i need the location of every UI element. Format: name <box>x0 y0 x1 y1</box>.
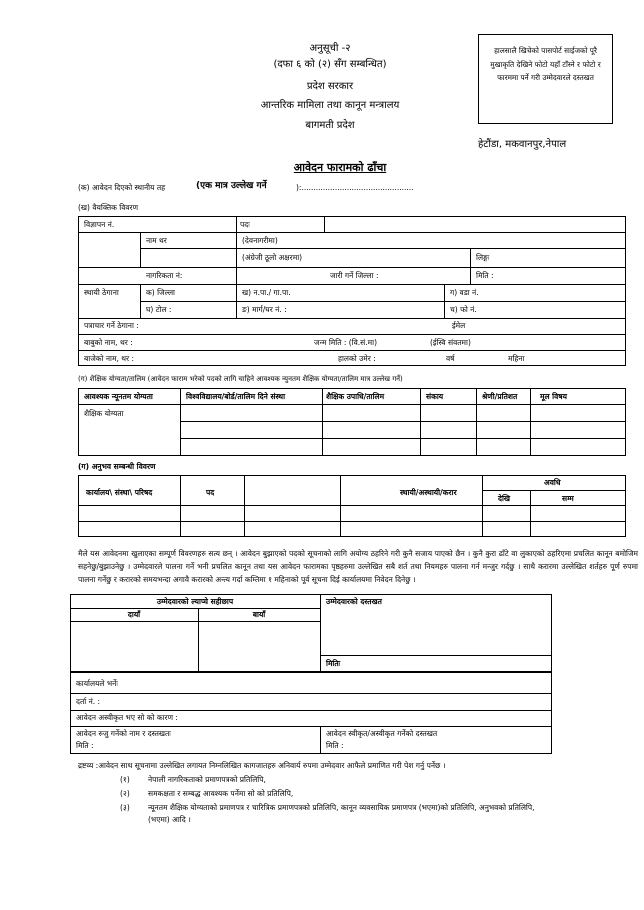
form-title: आवेदन फारामको ढाँचा <box>293 161 387 174</box>
declaration-text: मैले यस आवेदनमा खुलाएका सम्पूर्ण विवरणहरु सत्य छन् । आवेदन बुझाएको पदको सूचनाको लागि अयोग्य ठहरिने गरी कुनै सजाय पाएको छैन । कुनै कुरा ढाँटे वा लुकाएको ठहरिएमा प्रचलित कानून बमोजिम सहनेछु/बुझाउनेछु । उम्मेदवारले पालना गर्ने भनी प्रचलित कानून तथा यस आवेदन फारामका पृष्ठहरुमा उल्लेखित सबै शर्त तथा नियमहरु पालना गर्न मन्जुर गर्दछु । साथै करारमा उल्लेखित शर्तहरु पूर्ण रुपमा पालना गर्नेछु र करारको समयभन्दा अगावै करारको अन्त्य गर्दा कम्तिमा १ महिनाको पूर्व सूचना दिई कार्यालयमा निवेदन दिनेछु । <box>78 549 638 584</box>
exp-header-office: कार्यालय\ संस्था\ परिषद <box>86 488 153 497</box>
ministry-name: आन्तरिक मामिला तथा कानून मन्त्रालय <box>260 100 400 111</box>
experience-title: (ग) अनुभव सम्बन्धी विवरण <box>78 462 156 471</box>
footnote-item-3-num: (३) <box>120 803 130 812</box>
local-level-field[interactable]: ):............................................... <box>296 183 414 192</box>
marg-label: ङ) मार्ग/घर नं. : <box>242 305 287 314</box>
exp-header-period: अवधि <box>544 478 561 487</box>
months-label: महिना <box>508 354 525 363</box>
footnote-item-2-num: (२) <box>120 789 130 798</box>
footnote-item-1-text: नेपाली नागरिकताको प्रमाणपत्रको प्रतिलिपि, <box>148 775 266 784</box>
gender-label: लिङ्गः <box>476 253 490 262</box>
personal-details-label: (ख) वैयक्तिक विवरण <box>78 203 139 212</box>
local-level-emphasis: (एक मात्र उल्लेख गर्ने <box>196 181 267 191</box>
footnote-item-3-text: न्यूनतम शैक्षिक योग्यताको प्रमाणपत्र र चारित्रिक प्रमाणपत्रको प्रतिलिपि, कानून व्यवसायिक प्रमाणपत्र (भएमा)को प्रतिलिपि, अनुभवको प्रतिलिपि,(भएमा) आदि । <box>148 803 535 824</box>
exp-header-to: सम्म <box>562 494 574 503</box>
post-label: पदः <box>240 220 250 229</box>
signature-table <box>70 594 552 672</box>
footnote-item-2-text: समकक्षता र सम्बद्ध आवश्यक पर्नेमा सो को प्रतिलिपि, <box>148 789 294 798</box>
exp-header-from: देखि <box>498 494 511 503</box>
edu-header-institution: विश्वविद्यालय/बोर्ड/तालिम दिने संस्था <box>186 392 286 401</box>
footnote-intro: द्रष्टव्य :आवेदन साथ सूचनामा उल्लेखित लगायत निम्नलिखित कागजातहरु अनिवार्य रुपमा उम्मेदवार आफैले प्रमाणित गरी पेश गर्नु पर्नेछ । <box>78 761 446 770</box>
dob-ad-label: (ईस्वि संवतमा) <box>430 338 471 347</box>
footnote-item-1-num: (१) <box>120 775 130 784</box>
advert-no-label: विज्ञापन नं. <box>84 220 115 229</box>
reject-reason-label: आवेदन अस्वीकृत भए सो को कारण : <box>76 713 178 722</box>
citizenship-no-label: नागरिकता नं: <box>146 271 183 280</box>
photo-box <box>478 34 613 124</box>
email-label: ईमेल <box>452 321 466 330</box>
province-name: बागमती प्रदेश <box>305 120 355 131</box>
exp-header-post: पद <box>206 488 215 497</box>
devanagari-label: (देवनागरीमा) <box>242 236 278 245</box>
thumb-print-label: उम्मेदवारको ल्याप्चे सहीछाप <box>156 597 234 606</box>
father-name-label: बाबुको नाम, थर : <box>84 338 133 347</box>
local-level-label: (क) आवेदन दिएको स्थानीय तह <box>78 183 166 192</box>
office-fill-label: कार्यालयले भर्नेः <box>76 679 118 688</box>
years-label: वर्ष <box>446 354 455 363</box>
current-age-label: हालको उमेर : <box>338 354 376 363</box>
checker-sign-label: आवेदन रुजु गर्नेको नाम र दस्तखतः <box>76 729 171 738</box>
edu-header-faculty: संकाय <box>426 392 444 401</box>
left-thumb-label: बायाँ <box>252 610 266 619</box>
photo-instructions: हालसालै खिचेको पासपोर्ट साईजको पूरै मुखाकृति देखिने फोटो यहाँ टाँस्ने र फोटो र फारममा पर्ने गरी उम्मेदवारले दस्तखत <box>490 46 601 82</box>
english-caps-label: (अंग्रेजी ठूलो अक्षरमा) <box>242 253 303 262</box>
checker-date-label: मिति : <box>76 741 94 750</box>
ward-no-label: ग) वडा नं. <box>450 288 479 297</box>
office-address: हेटौंडा, मकवानपुर,नेपाल <box>478 139 567 150</box>
approver-date-label: मिति : <box>326 741 344 750</box>
registration-no-label: दर्ता नं. : <box>76 697 101 706</box>
schedule-label: अनुसूची -२ <box>309 43 351 54</box>
name-surname-label: नाम थर <box>146 236 167 245</box>
edu-header-qualification: आवश्यक न्यूनतम योग्यता <box>84 392 153 401</box>
candidate-signature-label: उम्मेदवारको दस्तखत <box>326 597 382 606</box>
dob-label: जन्म मिति : (वि.सं.मा) <box>314 338 377 347</box>
issued-district-label: जारी गर्ने जिल्ला : <box>330 271 379 280</box>
municipality-label: ख) न.पा./ गा.पा. <box>242 288 291 297</box>
district-label: क) जिल्ला <box>146 288 175 297</box>
section-reference: (दफा ६ को (२) सँग सम्बन्धित) <box>273 59 387 70</box>
edu-header-grade: श्रेणी/प्रतिशत <box>482 392 518 401</box>
permanent-address-label: स्थायी ठेगाना <box>84 288 119 297</box>
government-name: प्रदेश सरकार <box>306 81 354 92</box>
signature-date-label: मितिः <box>326 659 341 668</box>
phone-no-label: च) फो नं. <box>450 305 477 314</box>
correspondence-label: पत्राचार गर्ने ठेगाना : <box>84 321 139 330</box>
edu-header-subject: मूल विषय <box>540 392 567 401</box>
exp-header-type: स्थायी/अस्थायी/करार <box>400 488 457 497</box>
right-thumb-label: दायाँ <box>127 610 141 619</box>
edu-header-degree: शैक्षिक उपाधि/तालिम <box>326 392 385 401</box>
approver-sign-label: आवेदन स्वीकृत/अस्वीकृत गर्नेको दस्तखत <box>326 729 438 738</box>
grandfather-name-label: बाजेको नाम, थर : <box>84 354 135 363</box>
citizenship-date-label: मिति : <box>476 271 494 280</box>
tole-label: घ) टोल : <box>146 305 172 314</box>
edu-row-label: शैक्षिक योग्यता <box>84 409 124 418</box>
education-note: (ग) शैक्षिक योग्यता/तालिम (आवेदन फाराम भरेको पदको लागि चाहिने आवश्यक न्युनतम शैक्षिक योग्यता/तालिम मात्र उल्लेख गर्ने) <box>78 375 403 383</box>
